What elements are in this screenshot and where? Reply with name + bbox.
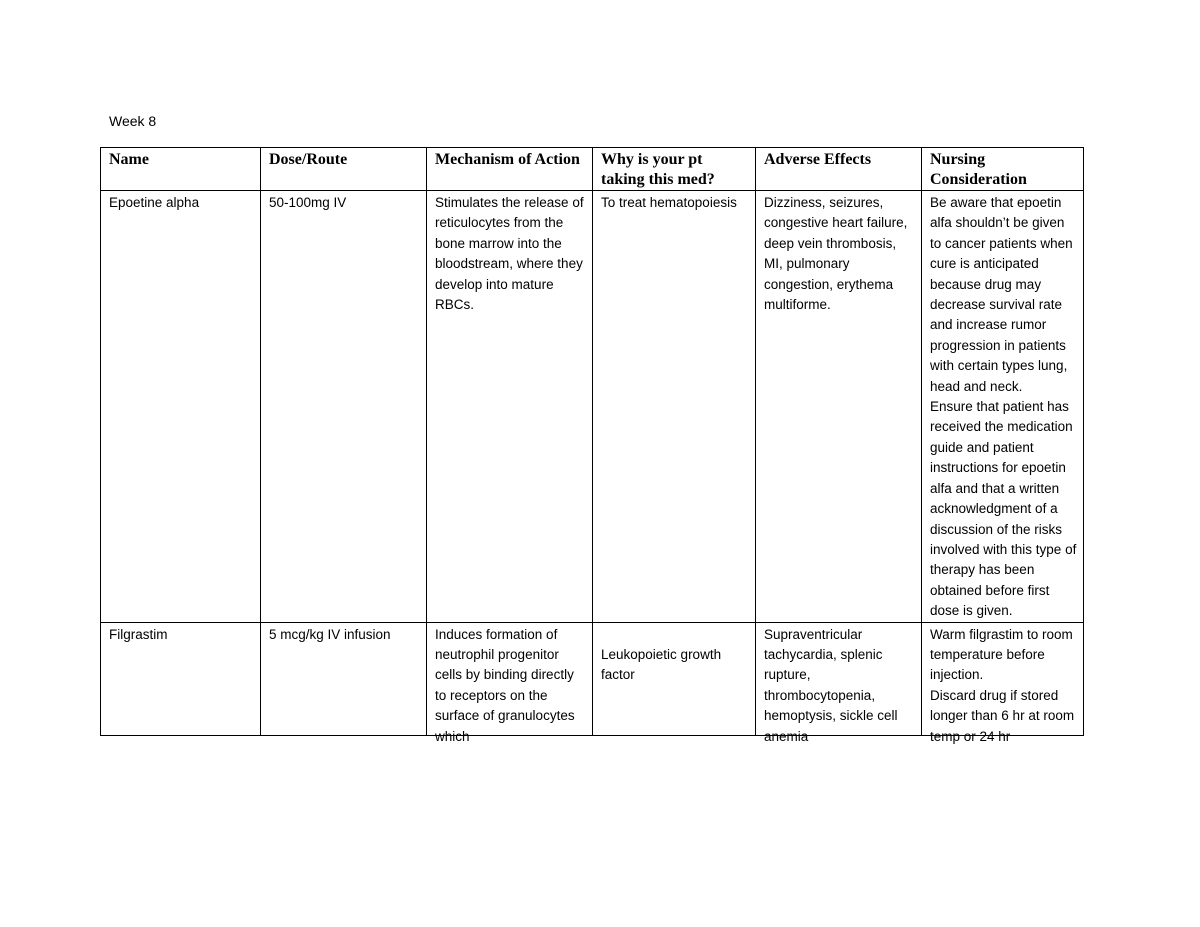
dose-route-text: 50-100mg IV bbox=[269, 195, 347, 210]
adverse-effects-text: Supraventricular tachycardia, splenic rupture, thrombocytopenia, hemoptysis, sickle cell anemia bbox=[764, 626, 898, 744]
nursing-consideration-text: Warm filgrastim to room temperature before injection. Discard drug if stored longer than 6 hr at room temp or 24 hr bbox=[930, 626, 1075, 744]
table-row bbox=[101, 622, 1084, 735]
reason-text: Leukopoietic growth factor bbox=[601, 646, 722, 683]
header-name: Name bbox=[101, 148, 261, 191]
cell-mechanism bbox=[427, 622, 593, 744]
adverse-effects-text: Dizziness, seizures, congestive heart failure, deep vein thrombosis, MI, pulmonary congestion, erythema multiforme. bbox=[764, 195, 908, 313]
drug-name: Filgrastim bbox=[109, 626, 168, 642]
cell-spacer bbox=[601, 625, 749, 645]
reason-text: To treat hematopoiesis bbox=[601, 195, 737, 210]
medication-table bbox=[100, 147, 1084, 744]
table-header-row bbox=[101, 148, 1084, 191]
header-dose-route: Dose/Route bbox=[261, 148, 427, 191]
cell-name bbox=[101, 622, 261, 735]
dose-route-text: 5 mcg/kg IV infusion bbox=[269, 626, 391, 642]
header-mechanism: Mechanism of Action bbox=[427, 148, 593, 191]
cell-dose-route bbox=[261, 622, 427, 735]
cell-adverse-effects bbox=[756, 191, 922, 623]
mechanism-text: Stimulates the release of reticulocytes from the bone marrow into the bloodstream, where they develop into mature RBCs. bbox=[435, 195, 584, 313]
cell-nursing-consideration bbox=[922, 622, 1084, 744]
page-label: Week 8 bbox=[109, 113, 157, 129]
header-adverse-effects: Adverse Effects bbox=[756, 148, 922, 191]
nursing-consideration-text: Be aware that epoetin alfa shouldn’t be given to cancer patients when cure is anticipated because drug may decrease survival rate and increase rumor progression in patients with certain types lung, head and neck. Ensure that patient has received the medication guide and patient instructions for epoetin alfa and that a written acknowledgment of a discussion of the risks involved with this type of therapy has been obtained before first dose is given. bbox=[930, 195, 1077, 619]
mechanism-text: Induces formation of neutrophil progenitor cells by binding directly to receptors on the surface of granulocytes which bbox=[435, 626, 575, 744]
header-nursing-consideration: Nursing Consideration bbox=[922, 148, 1084, 191]
cell-nursing-consideration bbox=[922, 191, 1084, 623]
cell-mechanism bbox=[427, 191, 593, 623]
drug-name: Epoetine alpha bbox=[109, 195, 200, 210]
header-reason: Why is your pt taking this med? bbox=[593, 148, 756, 191]
cell-adverse-effects bbox=[756, 622, 922, 744]
cell-reason bbox=[593, 622, 756, 735]
cell-name bbox=[101, 191, 261, 623]
cell-reason bbox=[593, 191, 756, 623]
table-row bbox=[101, 191, 1084, 623]
cell-dose-route bbox=[261, 191, 427, 623]
